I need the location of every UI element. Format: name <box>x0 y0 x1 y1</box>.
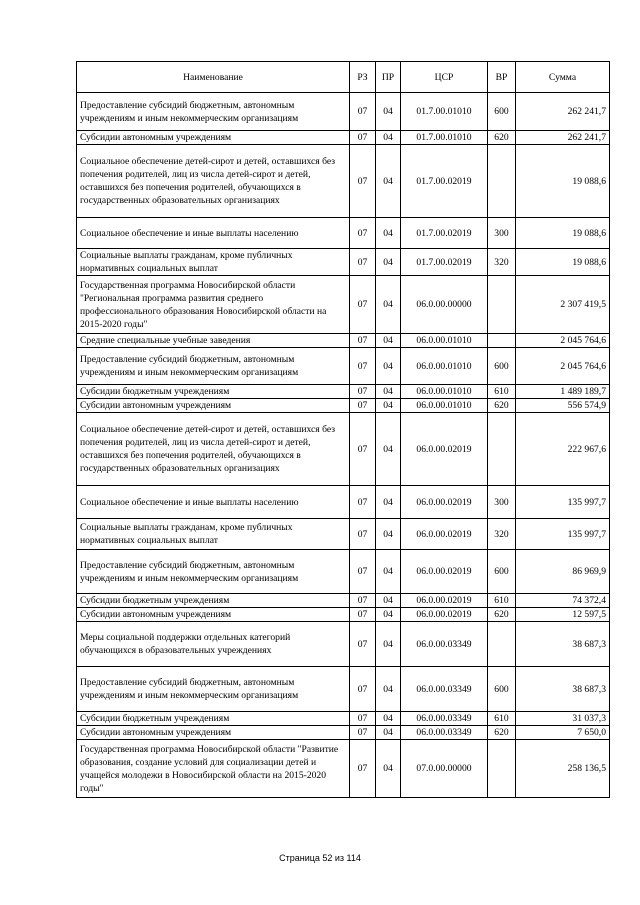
cell-rz: 07 <box>350 276 376 334</box>
cell-rz: 07 <box>350 740 376 798</box>
cell-sum: 74 372,4 <box>516 594 610 608</box>
cell-sum: 7 650,0 <box>516 726 610 740</box>
cell-sum: 2 045 764,6 <box>516 334 610 348</box>
cell-vr: 600 <box>488 550 516 594</box>
cell-vr <box>488 334 516 348</box>
cell-name: Субсидии автономным учреждениям <box>77 726 350 740</box>
cell-sum: 2 045 764,6 <box>516 348 610 385</box>
cell-csr: 01.7.00.02019 <box>401 218 488 249</box>
cell-vr: 610 <box>488 385 516 399</box>
cell-pr: 04 <box>376 334 401 348</box>
header-pr: ПР <box>376 62 401 93</box>
table-row <box>77 276 610 334</box>
cell-name: Субсидии бюджетным учреждениям <box>77 385 350 399</box>
cell-name: Субсидии автономным учреждениям <box>77 608 350 622</box>
table-row <box>77 385 610 399</box>
cell-csr: 06.0.00.01010 <box>401 385 488 399</box>
budget-table <box>76 61 610 798</box>
table-row <box>77 249 610 276</box>
cell-csr: 06.0.00.02019 <box>401 594 488 608</box>
cell-rz: 07 <box>350 667 376 712</box>
table-header-row <box>77 62 610 93</box>
cell-vr <box>488 276 516 334</box>
table-row <box>77 93 610 131</box>
cell-sum: 31 037,3 <box>516 712 610 726</box>
cell-sum: 19 088,6 <box>516 218 610 249</box>
cell-csr: 06.0.00.02019 <box>401 413 488 486</box>
cell-name: Субсидии бюджетным учреждениям <box>77 594 350 608</box>
cell-rz: 07 <box>350 622 376 667</box>
table-row <box>77 218 610 249</box>
cell-pr: 04 <box>376 218 401 249</box>
cell-csr: 07.0.00.00000 <box>401 740 488 798</box>
table-row <box>77 594 610 608</box>
cell-csr: 06.0.00.02019 <box>401 519 488 550</box>
cell-pr: 04 <box>376 413 401 486</box>
cell-csr: 01.7.00.01010 <box>401 131 488 145</box>
table-row <box>77 413 610 486</box>
cell-vr: 620 <box>488 608 516 622</box>
cell-pr: 04 <box>376 131 401 145</box>
cell-sum: 19 088,6 <box>516 249 610 276</box>
cell-pr: 04 <box>376 276 401 334</box>
cell-name: Предоставление субсидий бюджетным, автономным учреждениям и иным некоммерческим организациям <box>77 93 350 131</box>
cell-csr: 06.0.00.03349 <box>401 622 488 667</box>
cell-csr: 01.7.00.02019 <box>401 249 488 276</box>
cell-pr: 04 <box>376 608 401 622</box>
cell-vr: 300 <box>488 218 516 249</box>
cell-pr: 04 <box>376 740 401 798</box>
table-row <box>77 726 610 740</box>
cell-vr <box>488 413 516 486</box>
table-row <box>77 622 610 667</box>
table-body <box>77 93 610 798</box>
cell-rz: 07 <box>350 93 376 131</box>
cell-csr: 06.0.00.03349 <box>401 712 488 726</box>
cell-vr: 600 <box>488 667 516 712</box>
cell-vr: 300 <box>488 486 516 519</box>
cell-csr: 06.0.00.01010 <box>401 348 488 385</box>
cell-rz: 07 <box>350 594 376 608</box>
cell-vr: 320 <box>488 519 516 550</box>
cell-pr: 04 <box>376 145 401 218</box>
cell-pr: 04 <box>376 519 401 550</box>
cell-csr: 06.0.00.01010 <box>401 399 488 413</box>
cell-pr: 04 <box>376 486 401 519</box>
cell-rz: 07 <box>350 131 376 145</box>
cell-name: Субсидии автономным учреждениям <box>77 131 350 145</box>
cell-rz: 07 <box>350 249 376 276</box>
cell-pr: 04 <box>376 348 401 385</box>
cell-csr: 06.0.00.02019 <box>401 486 488 519</box>
cell-name: Предоставление субсидий бюджетным, автономным учреждениям и иным некоммерческим организациям <box>77 348 350 385</box>
cell-sum: 258 136,5 <box>516 740 610 798</box>
cell-rz: 07 <box>350 608 376 622</box>
cell-vr: 620 <box>488 399 516 413</box>
cell-csr: 01.7.00.02019 <box>401 145 488 218</box>
cell-csr: 06.0.00.03349 <box>401 667 488 712</box>
cell-sum: 135 997,7 <box>516 486 610 519</box>
cell-name: Предоставление субсидий бюджетным, автономным учреждениям и иным некоммерческим организациям <box>77 667 350 712</box>
cell-sum: 135 997,7 <box>516 519 610 550</box>
cell-name: Государственная программа Новосибирской области "Развитие образования, создание условий для социализации детей и учащейся молодежи в Новосибирской области на 2015-2020 годы" <box>77 740 350 798</box>
cell-rz: 07 <box>350 385 376 399</box>
cell-vr <box>488 740 516 798</box>
page-number: Страница 52 из 114 <box>279 853 361 863</box>
cell-name: Социальное обеспечение и иные выплаты населению <box>77 486 350 519</box>
cell-sum: 19 088,6 <box>516 145 610 218</box>
cell-vr: 620 <box>488 726 516 740</box>
header-sum: Сумма <box>516 62 610 93</box>
cell-csr: 06.0.00.02019 <box>401 608 488 622</box>
cell-pr: 04 <box>376 726 401 740</box>
cell-pr: 04 <box>376 667 401 712</box>
table-row <box>77 334 610 348</box>
cell-pr: 04 <box>376 385 401 399</box>
cell-name: Субсидии бюджетным учреждениям <box>77 712 350 726</box>
cell-rz: 07 <box>350 334 376 348</box>
cell-sum: 12 597,5 <box>516 608 610 622</box>
cell-pr: 04 <box>376 712 401 726</box>
table-row <box>77 712 610 726</box>
cell-csr: 06.0.00.02019 <box>401 550 488 594</box>
cell-pr: 04 <box>376 594 401 608</box>
cell-sum: 38 687,3 <box>516 667 610 712</box>
cell-csr: 06.0.00.01010 <box>401 334 488 348</box>
cell-vr: 610 <box>488 712 516 726</box>
cell-name: Социальное обеспечение детей-сирот и детей, оставшихся без попечения родителей, лиц из числа детей-сирот и детей, оставшихся без попечения родителей, обучающихся в государственных образовательных организациях <box>77 413 350 486</box>
cell-pr: 04 <box>376 550 401 594</box>
cell-name: Социальные выплаты гражданам, кроме публичных нормативных социальных выплат <box>77 519 350 550</box>
cell-sum: 2 307 419,5 <box>516 276 610 334</box>
cell-sum: 86 969,9 <box>516 550 610 594</box>
cell-name: Социальное обеспечение и иные выплаты населению <box>77 218 350 249</box>
table-row <box>77 667 610 712</box>
cell-name: Государственная программа Новосибирской области "Региональная программа развития среднего профессионального образования Новосибирской области на 2015-2020 годы" <box>77 276 350 334</box>
cell-sum: 38 687,3 <box>516 622 610 667</box>
cell-sum: 556 574,9 <box>516 399 610 413</box>
cell-rz: 07 <box>350 550 376 594</box>
cell-rz: 07 <box>350 486 376 519</box>
cell-vr: 600 <box>488 348 516 385</box>
cell-pr: 04 <box>376 399 401 413</box>
table-row <box>77 608 610 622</box>
cell-name: Субсидии автономным учреждениям <box>77 399 350 413</box>
cell-rz: 07 <box>350 413 376 486</box>
cell-vr: 320 <box>488 249 516 276</box>
cell-name: Социальные выплаты гражданам, кроме публичных нормативных социальных выплат <box>77 249 350 276</box>
cell-vr: 610 <box>488 594 516 608</box>
table-row <box>77 740 610 798</box>
cell-rz: 07 <box>350 519 376 550</box>
cell-name: Предоставление субсидий бюджетным, автономным учреждениям и иным некоммерческим организациям <box>77 550 350 594</box>
cell-pr: 04 <box>376 93 401 131</box>
table-row <box>77 486 610 519</box>
cell-rz: 07 <box>350 348 376 385</box>
header-csr: ЦСР <box>401 62 488 93</box>
cell-csr: 06.0.00.03349 <box>401 726 488 740</box>
cell-name: Меры социальной поддержки отдельных категорий обучающихся в образовательных учреждениях <box>77 622 350 667</box>
table-row <box>77 145 610 218</box>
table-row <box>77 550 610 594</box>
table-row <box>77 131 610 145</box>
cell-name: Средние специальные учебные заведения <box>77 334 350 348</box>
header-vr: ВР <box>488 62 516 93</box>
cell-pr: 04 <box>376 249 401 276</box>
cell-sum: 222 967,6 <box>516 413 610 486</box>
cell-rz: 07 <box>350 399 376 413</box>
cell-sum: 1 489 189,7 <box>516 385 610 399</box>
cell-rz: 07 <box>350 145 376 218</box>
cell-rz: 07 <box>350 712 376 726</box>
cell-vr: 620 <box>488 131 516 145</box>
table-row <box>77 399 610 413</box>
cell-vr <box>488 622 516 667</box>
table-row <box>77 348 610 385</box>
cell-sum: 262 241,7 <box>516 131 610 145</box>
cell-csr: 01.7.00.01010 <box>401 93 488 131</box>
cell-name: Социальное обеспечение детей-сирот и детей, оставшихся без попечения родителей, лиц из числа детей-сирот и детей, оставшихся без попечения родителей, обучающихся в государственных образовательных организациях <box>77 145 350 218</box>
cell-pr: 04 <box>376 622 401 667</box>
header-name: Наименование <box>77 62 350 93</box>
cell-vr <box>488 145 516 218</box>
cell-csr: 06.0.00.00000 <box>401 276 488 334</box>
cell-sum: 262 241,7 <box>516 93 610 131</box>
header-rz: РЗ <box>350 62 376 93</box>
cell-rz: 07 <box>350 726 376 740</box>
cell-rz: 07 <box>350 218 376 249</box>
table-row <box>77 519 610 550</box>
cell-vr: 600 <box>488 93 516 131</box>
